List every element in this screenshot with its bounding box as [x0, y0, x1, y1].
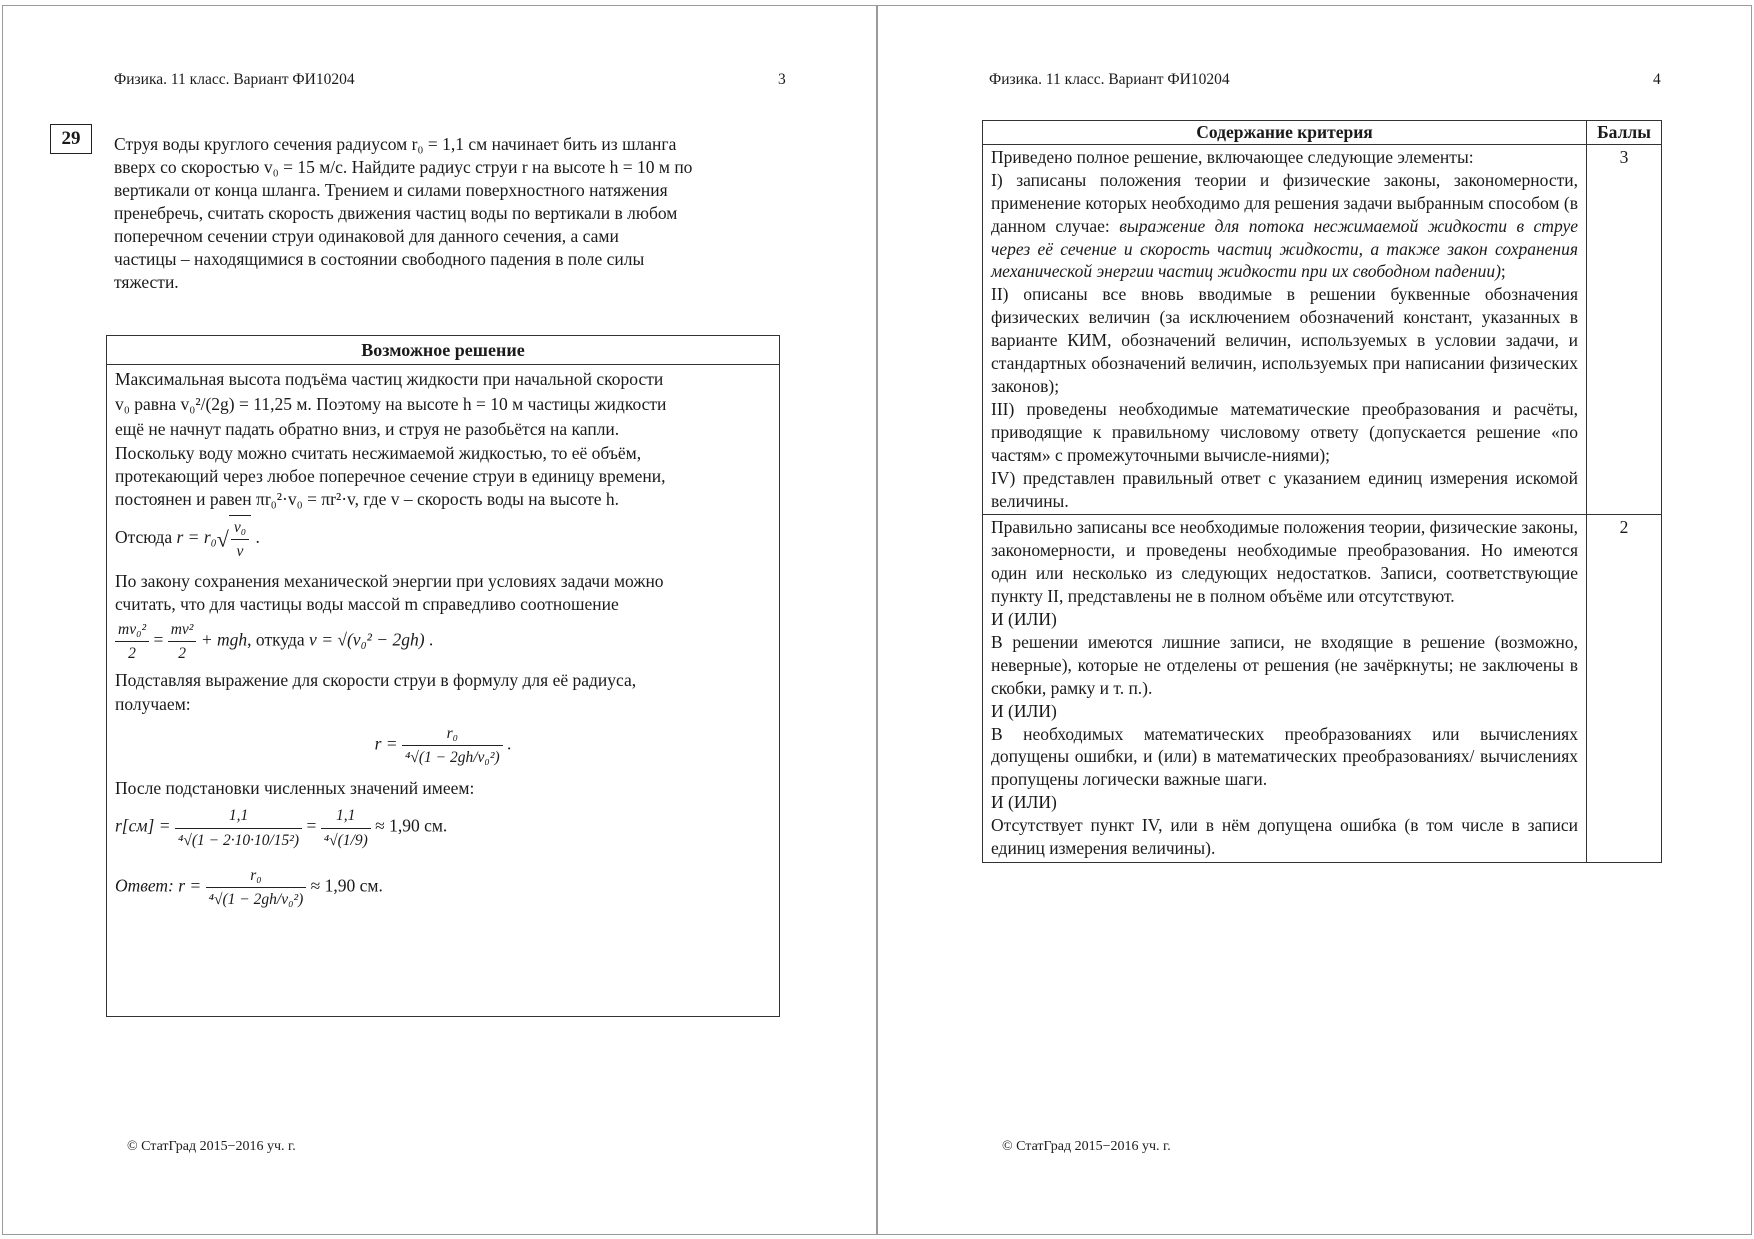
criterion-item-italic: выражение для потока несжимаемой жидкости в струе через её сечение и скорость частиц жидкости, а также закон сохранения механической энергии частиц жидкости при их свободном падении) [991, 215, 1578, 282]
fraction [175, 804, 302, 851]
formula-velocity: v = √(v₀² − 2gh) [309, 629, 425, 650]
solution-line: считать, что для частицы воды массой m справедливо соотношение [115, 593, 619, 614]
criterion-text [983, 515, 1587, 863]
page-3 [2, 5, 877, 1235]
formula-prefix: Отсюда [115, 527, 173, 548]
formula-term: + mgh [200, 629, 248, 650]
solution-line: Подставляя выражение для скорости струи в формулу для её радиуса, [115, 670, 637, 691]
formula-equals: = [306, 816, 317, 837]
task-line: Струя воды круглого сечения радиусом r₀ = 1,1 см начинает бить из шланга [114, 134, 677, 154]
solution-line: Максимальная высота подъёма частиц жидкости при начальной скорости [115, 369, 664, 389]
criterion-paragraph: В решении имеются лишние записи, не входящие в решение (возможно, неверные), которые не отделены от решения (не зачёркнуты; не заключены в скобки, рамку и т. п.). [991, 631, 1578, 698]
formula-radius: r = $\frac{\text{r₀}}{\text{⁴√(1 − 2gh/v₀²)}}$ . [115, 722, 771, 769]
solution-line: постоянен и равен πr₀²·v₀ = πr²·v, где v – скорость воды на высоте h. [115, 489, 620, 510]
page-header: Физика. 11 класс. Вариант ФИ10204 [989, 71, 1230, 88]
answer-result: ≈ 1,90 см. [310, 875, 383, 896]
solution-title: Возможное решение [107, 336, 779, 365]
criterion-points: 3 [1587, 144, 1662, 515]
criterion-item-iv: IV) представлен правильный ответ с указанием единиц измерения искомой величины. [991, 467, 1578, 511]
criterion-item-iii: III) проведены необходимые математические преобразования и расчёты, приводящие к правильному числовому ответу (допускается решение «по частям» с промежуточными вычисле-ниями); [991, 398, 1578, 465]
criterion-paragraph: Правильно записаны все необходимые положения теории, физические законы, закономерности, и проведены необходимые преобразования. Но имеются один или несколько из следующих недостатков. Записи, соответствующие пункту II, представлены не в полном объёме или отсутствуют. [991, 517, 1578, 607]
fraction-numerator: 1,1 [175, 804, 302, 828]
column-header-content: Содержание критерия [983, 121, 1587, 145]
criterion-item-end: ; [1500, 261, 1506, 282]
table-header-row [983, 121, 1662, 145]
criterion-text [983, 144, 1587, 515]
fraction-denominator: ⁴√(1/9) [323, 831, 368, 849]
task-number-box: 29 [50, 124, 92, 154]
fraction-numerator: mv² [168, 618, 197, 642]
criterion-connector: И (ИЛИ) [991, 792, 1057, 813]
task-line: поперечном сечении струи одинаковой для данного сечения, а сами [114, 226, 619, 246]
table-row [983, 144, 1662, 515]
formula-connector: , откуда [247, 629, 305, 650]
answer-label: Ответ: [115, 875, 174, 896]
criterion-paragraph: В необходимых математических преобразованиях или вычислениях допущены ошибки, и (или) в математических преобразованиях/ вычислениях пропущены логически важные шаги. [991, 723, 1578, 790]
page-header: Физика. 11 класс. Вариант ФИ10204 [114, 71, 355, 88]
solution-line: Поскольку воду можно считать несжимаемой жидкостью, то её объём, [115, 442, 642, 463]
formula-lhs: r = [374, 733, 398, 754]
column-header-points: Баллы [1587, 121, 1662, 145]
fraction-denominator: ⁴√(1 − 2gh/v₀²) [208, 891, 304, 909]
fraction-numerator: 1,1 [321, 804, 371, 828]
fraction [321, 804, 371, 851]
page-footer: © СтатГрад 2015−2016 уч. г. [127, 1139, 296, 1154]
fraction-denominator: ⁴√(1 − 2gh/v₀²) [404, 749, 500, 767]
solution-box [106, 335, 780, 1017]
task-statement [114, 133, 788, 294]
fraction-numerator: mv₀² [115, 618, 149, 642]
solution-line: протекающий через любое поперечное сечение струи в единицу времени, [115, 465, 666, 486]
criterion-paragraph: Отсутствует пункт IV, или в нём допущена ошибка (в том числе в записи единиц измерения величины). [991, 815, 1578, 859]
fraction-denominator: ⁴√(1 − 2·10·10/15²) [177, 831, 300, 849]
formula-radius-ratio: Отсюда r = r₀√ $\frac{\text{v₀}}{v}$ . [115, 515, 771, 563]
solution-line: ещё не начнут падать обратно вниз, и струя не разобьётся на капли. [115, 419, 620, 440]
fraction [229, 515, 251, 563]
fraction-numerator: v₀ [231, 516, 249, 540]
fraction-denominator: 2 [178, 645, 186, 663]
fraction [168, 618, 197, 665]
formula-lhs: r = [178, 875, 202, 896]
solution-line: получаем: [115, 693, 191, 714]
criterion-points: 2 [1587, 515, 1662, 863]
criterion-item-i [991, 169, 1578, 284]
solution-line: По закону сохранения механической энергии при условиях задачи можно [115, 570, 664, 591]
page-number: 3 [778, 71, 786, 88]
fraction [206, 864, 307, 911]
formula-lhs: r = r₀ [176, 527, 217, 548]
fraction-denominator: 2 [128, 645, 136, 663]
task-line: тяжести. [114, 272, 179, 292]
task-line: вертикали от конца шланга. Трением и силами поверхностного натяжения [114, 180, 668, 200]
fraction [115, 618, 149, 665]
table-row [983, 515, 1662, 863]
answer-line [115, 864, 771, 911]
solution-line: После подстановки численных значений имеем: [115, 778, 475, 799]
criterion-lead: Приведено полное решение, включающее следующие элементы: [991, 146, 1474, 167]
fraction-denominator: v [236, 543, 244, 561]
formula-numeric [115, 804, 771, 851]
task-line: вверх со скоростью v₀ = 15 м/с. Найдите радиус струи r на высоте h = 10 м по [114, 157, 693, 177]
fraction-numerator: r₀ [206, 864, 307, 888]
formula-lhs: r[см] = [115, 816, 171, 837]
page-number: 4 [1653, 71, 1661, 88]
task-line: частицы – находящимися в состоянии свободного падения в поле силы [114, 249, 645, 269]
criterion-item-ii: II) описаны все вновь вводимые в решении буквенные обозначения физических величин (за исключением обозначений констант, указанных в варианте КИМ, обозначений величин, используемых в условии задачи, и стандартных обозначений величин, используемых при написании физических законов); [991, 284, 1578, 396]
criterion-connector: И (ИЛИ) [991, 609, 1057, 630]
task-line: пренебречь, считать скорость движения частиц воды по вертикали в любом [114, 203, 678, 223]
formula-energy: $\frac{\text{mv₀²}}{2}$ = $\frac{\text{mv²}}{2}$ + mgh, откуда v = √(v₀² − 2gh) . [115, 618, 771, 665]
criterion-item-text: I) записаны положения теории и физические законы, закономерности, применение которых необходимо для решения задачи выбранным способом (в данном случае: [991, 169, 1578, 236]
formula-result: ≈ 1,90 см. [375, 816, 448, 837]
fraction-numerator: r₀ [402, 722, 503, 746]
solution-line: v₀ равна v₀²/(2g) = 11,25 м. Поэтому на высоте h = 10 м частицы жидкости [115, 394, 667, 415]
criterion-connector: И (ИЛИ) [991, 700, 1057, 721]
page-footer: © СтатГрад 2015−2016 уч. г. [1002, 1139, 1171, 1154]
criteria-table [982, 120, 1662, 863]
fraction [402, 722, 503, 769]
solution-body [107, 365, 779, 911]
